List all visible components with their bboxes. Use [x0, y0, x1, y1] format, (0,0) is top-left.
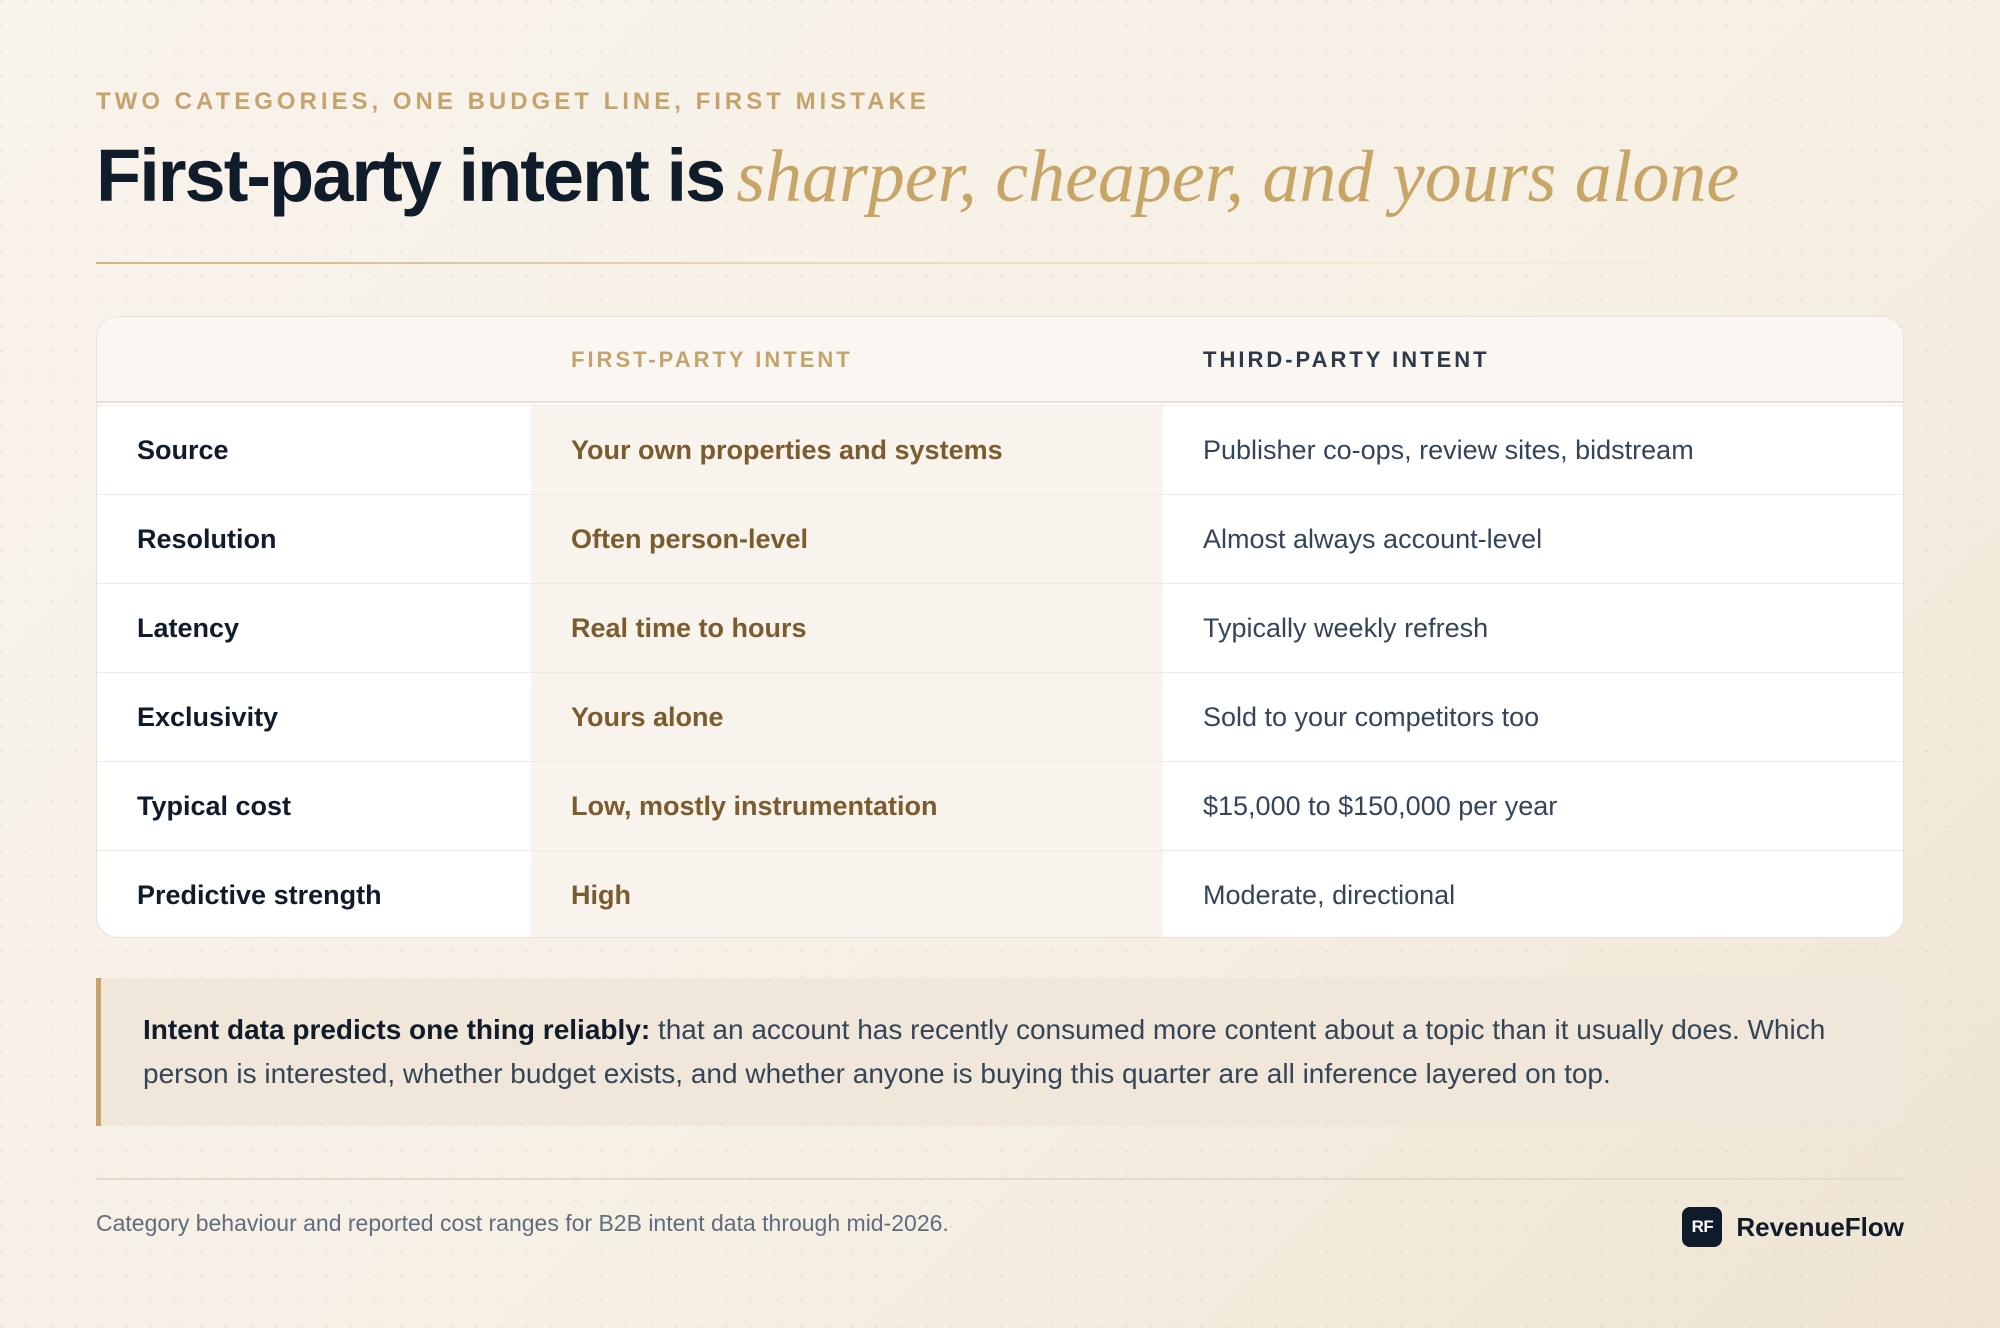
table-header [97, 317, 1903, 403]
insight-callout [96, 978, 1904, 1126]
table-row [97, 761, 1903, 850]
third-party-cell: Moderate, directional [1203, 880, 1456, 910]
first-party-cell: Real time to hours [571, 613, 807, 643]
table-row [97, 494, 1903, 583]
title-divider [96, 262, 1904, 264]
row-label: Predictive strength [137, 880, 382, 910]
table-row [97, 583, 1903, 672]
brand-logo-icon: RF [1682, 1207, 1722, 1247]
row-label: Resolution [137, 524, 277, 554]
third-party-cell: $15,000 to $150,000 per year [1203, 791, 1558, 821]
table-row [97, 405, 1903, 494]
brand-lockup [1682, 1207, 1904, 1247]
callout-body: that an account has recently consumed more content about a topic than it usually does. Which person is interested, whether budget exists, and whether anyone is buying this quarter are all inference layered on top. [143, 1014, 1826, 1089]
row-label: Exclusivity [137, 702, 279, 732]
row-label: Source [137, 435, 229, 465]
first-party-cell: Often person-level [571, 524, 809, 554]
third-party-cell: Typically weekly refresh [1203, 613, 1489, 643]
callout-lead: Intent data predicts one thing reliably: [143, 1014, 651, 1045]
source-footnote: Category behaviour and reported cost ranges for B2B intent data through mid-2026. [96, 1210, 949, 1236]
third-party-cell: Publisher co-ops, review sites, bidstream [1203, 435, 1694, 465]
title-accent: sharper, cheaper, and yours alone [736, 136, 1740, 218]
table-row [97, 850, 1903, 938]
third-party-cell: Sold to your competitors too [1203, 702, 1540, 732]
eyebrow-label: TWO CATEGORIES, ONE BUDGET LINE, FIRST MISTAKE [96, 88, 930, 115]
first-party-cell: Yours alone [571, 702, 724, 732]
first-party-cell: Low, mostly instrumentation [571, 791, 938, 821]
row-label: Latency [137, 613, 240, 643]
column-header-first-party: FIRST-PARTY INTENT [571, 347, 853, 372]
table-row [97, 672, 1903, 761]
footer-divider [96, 1178, 1904, 1180]
brand-name: RevenueFlow [1736, 1211, 1904, 1242]
first-party-cell: High [571, 880, 631, 910]
comparison-table [96, 316, 1904, 938]
title-main: First-party intent is [96, 134, 725, 217]
third-party-cell: Almost always account-level [1203, 524, 1543, 554]
slide [96, 0, 1904, 1328]
first-party-cell: Your own properties and systems [571, 435, 1003, 465]
row-label: Typical cost [137, 791, 292, 821]
column-header-third-party: THIRD-PARTY INTENT [1203, 347, 1490, 372]
page-title [96, 130, 1739, 223]
